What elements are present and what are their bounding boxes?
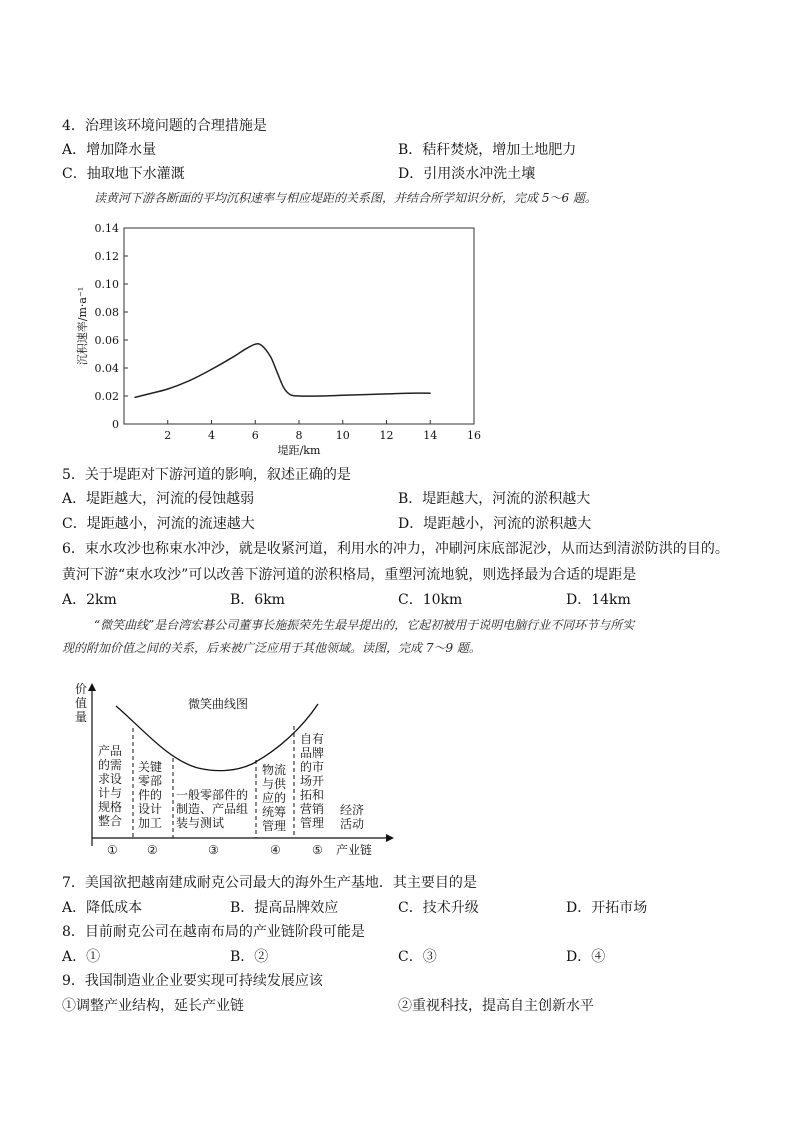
data-point	[244, 349, 245, 350]
y-tick-label: 0.06	[94, 334, 119, 347]
econ-label-line2: 活动	[340, 817, 365, 831]
q4-option-d: D．引用淡水冲洗土壤	[398, 166, 536, 182]
stage1-line5: 规格	[98, 800, 123, 814]
intro-q7-9-line1: “微笑曲线”是台湾宏碁公司董事长施振荣先生最早提出的，它起初被用于说明电脑行业不同环节与所实	[94, 618, 635, 632]
y-tick-label: 0.12	[94, 250, 119, 263]
q8-option-a: A．①	[62, 949, 101, 965]
stage4-line2: 与供	[262, 777, 287, 791]
q8-option-d: D．④	[566, 949, 606, 965]
series-points	[134, 344, 431, 398]
q7-option-d: D．开拓市场	[566, 900, 648, 916]
stage5-line5: 拓和	[300, 788, 325, 802]
y-tick-label: 0.02	[94, 390, 119, 403]
stage5-line7: 管理	[300, 816, 325, 830]
data-point	[255, 344, 256, 345]
x-tick-label: 6	[251, 429, 259, 442]
y-label-char-3: 量	[75, 710, 88, 724]
econ-label-line1: 经济	[340, 803, 365, 817]
data-point	[211, 369, 212, 370]
data-point	[277, 372, 278, 373]
q4-option-c: C．抽取地下水灌溉	[62, 166, 185, 182]
q5-stem: 5．关于堤距对下游河道的影响，叙述正确的是	[62, 467, 351, 483]
q7-option-a: A．降低成本	[62, 900, 143, 916]
q8-option-b: B．②	[230, 949, 269, 965]
plot-frame	[124, 228, 474, 424]
x-axis-label: 产业链	[336, 843, 373, 857]
y-tick-label: 0.08	[94, 306, 119, 319]
stage4-line5: 管理	[262, 819, 287, 833]
stage5-line3: 的市	[300, 760, 325, 774]
q7-option-b: B．提高品牌效应	[230, 900, 339, 916]
y-tick-labels	[95, 222, 129, 431]
data-point	[320, 395, 321, 396]
q5-option-c: C．堤距越小，河流的流速越大	[62, 516, 255, 532]
q5-option-a: A．堤距越大，河流的侵蚀越弱	[62, 491, 255, 507]
q9-option-2: ②重视科技，提高自主创新水平	[398, 998, 594, 1014]
y-tick-label: 0	[112, 418, 119, 431]
stage2-line5: 加工	[138, 816, 163, 830]
x-tick-label: 10	[335, 429, 350, 442]
q8-stem: 8．目前耐克公司在越南布局的产业链阶段可能是	[62, 924, 365, 940]
q9-stem: 9．我国制造业企业要实现可持续发展应该	[62, 973, 323, 989]
q8-option-c: C．③	[398, 949, 437, 965]
x-tick-label: 2	[164, 429, 172, 442]
x-tick-label: 8	[295, 429, 303, 442]
x-tick-labels	[164, 420, 481, 442]
q6-stem-line2: 黄河下游“束水攻沙”可以改善下游河道的淤积格局，重塑河流地貌，则选择最为合适的堤距是	[62, 567, 637, 583]
stage1-line3: 求设	[98, 772, 123, 786]
q4-option-a: A．增加降水量	[62, 142, 157, 158]
x-tick-label: 16	[467, 429, 481, 442]
data-point	[233, 356, 234, 357]
q6-option-c: C．10km	[398, 592, 463, 608]
stage3-line1: 一般零部件的	[176, 788, 249, 802]
q4-stem: 4．治理该环境问题的合理措施是	[62, 118, 267, 134]
stage4-line4: 统筹	[262, 805, 287, 819]
stage2-number: ②	[147, 843, 158, 857]
data-point	[342, 395, 343, 396]
intro-q5-6: 读黄河下游各断面的平均沉积速率与相应堤距的关系图，并结合所学知识分析，完成 5～6 题。	[94, 191, 597, 205]
y-label-char-2: 值	[75, 696, 88, 710]
q9-option-1: ①调整产业结构，延长产业链	[62, 998, 244, 1014]
stage1-line6: 整合	[98, 814, 123, 828]
series-line	[135, 344, 430, 398]
y-axis-arrow	[88, 683, 96, 691]
stage1-line1: 产品	[98, 744, 123, 758]
q5-option-d: D．堤距越小，河流的淤积越大	[398, 516, 592, 532]
diagram-title: 微笑曲线图	[188, 697, 249, 711]
stage5-line1: 自有	[300, 732, 325, 746]
x-axis-label: 堤距/km	[277, 444, 321, 457]
stage2-line1: 关键	[138, 760, 163, 774]
y-tick-label: 0.14	[94, 222, 119, 235]
q7-stem: 7．美国欲把越南建成耐克公司最大的海外生产基地．其主要目的是	[62, 875, 477, 891]
data-point	[134, 397, 135, 398]
stage5-line4: 场开	[300, 774, 325, 788]
x-tick-label: 14	[423, 429, 438, 442]
stage4-line3: 应的	[262, 791, 287, 805]
data-point	[283, 387, 284, 388]
data-point	[290, 394, 291, 395]
q4-option-b: B．秸秆焚烧，增加土地肥力	[398, 142, 577, 158]
stage3-line3: 装与测试	[176, 816, 225, 830]
q7-option-c: C．技术升级	[398, 900, 479, 916]
data-point	[270, 356, 271, 357]
stage1-line2: 的需	[98, 758, 123, 772]
stage4-number: ④	[270, 843, 281, 857]
x-tick-label: 4	[208, 429, 215, 442]
q6-option-d: D．14km	[566, 592, 631, 608]
stage2-line2: 零部	[138, 774, 163, 788]
x-axis-arrow	[386, 834, 394, 842]
q6-stem-line1: 6．束水攻沙也称束水冲沙，就是收紧河道，利用水的冲力，冲刷河床底部泥沙，从而达到清淤防洪的目的。	[62, 541, 729, 557]
smile-curve-diagram	[70, 680, 400, 860]
data-point	[430, 393, 431, 394]
q6-option-a: A．2km	[62, 592, 117, 608]
stage2-line4: 设计	[138, 802, 163, 816]
q6-option-b: B．6km	[230, 592, 285, 608]
y-tick-label: 0.04	[94, 362, 119, 375]
data-point	[261, 345, 262, 346]
y-tick-label: 0.10	[94, 278, 119, 291]
data-point	[189, 380, 190, 381]
data-point	[167, 388, 168, 389]
data-point	[145, 394, 146, 395]
data-point	[298, 395, 299, 396]
intro-q7-9-line2: 现的附加价值之间的关系，后来被广泛应用于其他领域。读图，完成 7～9 题。	[62, 641, 481, 655]
y-axis-label: 沉积速率/m·a⁻¹	[76, 286, 89, 366]
data-point	[386, 393, 387, 394]
stage5-line6: 营销	[300, 802, 325, 816]
stage1-line4: 计与	[98, 786, 123, 800]
stage4-line1: 物流	[262, 763, 287, 777]
sedimentation-chart	[70, 214, 490, 458]
data-point	[408, 393, 409, 394]
stage2-line3: 件的	[138, 788, 163, 802]
stage3-line2: 制造、产品组	[176, 802, 249, 816]
x-tick-label: 12	[379, 429, 394, 442]
y-label-char-1: 价	[75, 682, 88, 696]
q5-option-b: B．堤距越大，河流的淤积越大	[398, 491, 591, 507]
stage5-line2: 品牌	[300, 746, 325, 760]
data-point	[364, 394, 365, 395]
stage1-number: ①	[107, 843, 118, 857]
stage5-number: ⑤	[312, 843, 323, 857]
stage3-number: ③	[208, 843, 219, 857]
